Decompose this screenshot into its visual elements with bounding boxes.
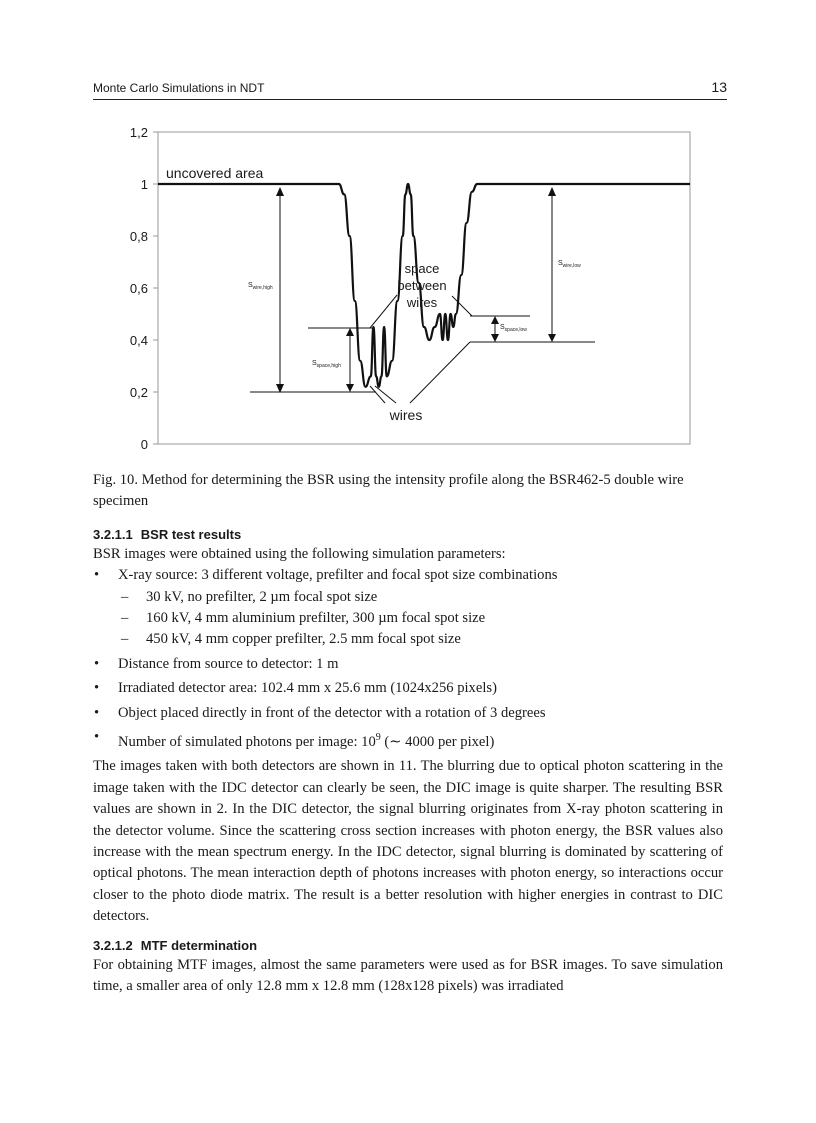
s-wire-high-arrow	[276, 187, 284, 393]
s-wire-low-arrow	[548, 187, 556, 342]
running-title: Monte Carlo Simulations in NDT	[93, 81, 265, 95]
parameter-list	[93, 565, 723, 753]
figure-10	[100, 120, 720, 460]
y-tick-label: 0,8	[129, 229, 148, 244]
list-item: • Distance from source to detector: 1 m	[93, 654, 723, 675]
intensity-profile-chart	[100, 120, 720, 460]
y-tick-label: 0,2	[129, 385, 148, 400]
space-label-line-1: space	[404, 261, 440, 276]
mtf-paragraph: For obtaining MTF images, almost the same parameters were used as for BSR images. To save simulation time, a smaller area of only 12.8 mm x 12.8 mm (128x128 pixels) was irradiated	[93, 956, 723, 994]
wires-pointer-3	[410, 342, 470, 403]
section-heading-mtf: 3.2.1.2 MTF determination	[93, 937, 258, 953]
page-number: 13	[711, 79, 727, 95]
list-item: • Number of simulated photons per image: $10^9$ (∼ 4000 per pixel)	[93, 727, 723, 753]
list-item: • X-ray source: 3 different voltage, prefilter and focal spot size combinations – 30 kV, no prefilter, 2 µm focal spot size – 160 kV, 4 mm aluminium prefilter, 300 µm focal spot size – 450 kV, 4 mm copper prefilter, 2.5 mm focal spot size	[93, 565, 723, 651]
space-label-line-3: wires	[406, 295, 438, 310]
figure-caption: Fig. 10. Method for determining the BSR using the intensity profile along the BSR462-5 double wire specimen	[93, 472, 684, 510]
sub-list-item: – 160 kV, 4 mm aluminium prefilter, 300 µm focal spot size	[118, 608, 723, 629]
s-space-high-label: $S_{space,high}$	[312, 360, 341, 369]
list-item: • Irradiated detector area: 102.4 mm x 25.6 mm (1024x256 pixels)	[93, 678, 723, 699]
section-intro: BSR images were obtained using the following simulation parameters:	[93, 545, 506, 562]
wires-label: wires	[389, 407, 423, 423]
y-tick-label: 1	[140, 177, 148, 192]
uncovered-area-label: uncovered area	[166, 165, 264, 181]
space-pointer-left	[370, 295, 397, 328]
sub-list-item: – 30 kV, no prefilter, 2 µm focal spot size	[118, 587, 723, 608]
results-paragraph: The images taken with both detectors are shown in 11. The blurring due to optical photon scattering in the image taken with the IDC detector can clearly be seen, the DIC image is quite sharper. The resulting BSR values are shown in 2. In the DIC detector, the signal blurring originates from X-ray photon scattering in the detector volume. Since the scattering cross section increases with photon energy, the BSR values also increase with the mean spectrum energy. In the IDC detector, signal blurring is dominated by scattering of optical photons. The mean interaction depth of photons increases with photon energy, so interactions occur closer to the photo diode matrix. The result is a better resolution with higher energies in contrast to DIC detectors.	[93, 758, 723, 925]
s-wire-high-label: $S_{wire,high}$	[248, 282, 273, 291]
body-text	[93, 470, 723, 997]
y-axis	[130, 125, 158, 452]
sub-list-item: – 450 kV, 4 mm copper prefilter, 2.5 mm focal spot size	[118, 629, 723, 650]
space-pointer-right	[452, 296, 472, 316]
s-wire-low-label: $S_{wire,low}$	[558, 260, 581, 269]
s-space-low-arrow	[491, 316, 499, 342]
page-header	[93, 79, 727, 100]
space-label-line-2: between	[397, 278, 447, 293]
s-space-high-arrow	[346, 328, 354, 392]
y-tick-label: 1,2	[129, 125, 148, 140]
y-tick-label: 0,6	[129, 281, 148, 296]
y-tick-label: 0	[140, 437, 148, 452]
section-heading-bsr: 3.2.1.1 BSR test results	[93, 526, 242, 542]
sub-list	[118, 587, 723, 651]
y-tick-label: 0,4	[129, 333, 148, 348]
list-item: • Object placed directly in front of the detector with a rotation of 3 degrees	[93, 703, 723, 724]
s-space-low-label: $S_{space,low}$	[500, 324, 527, 333]
